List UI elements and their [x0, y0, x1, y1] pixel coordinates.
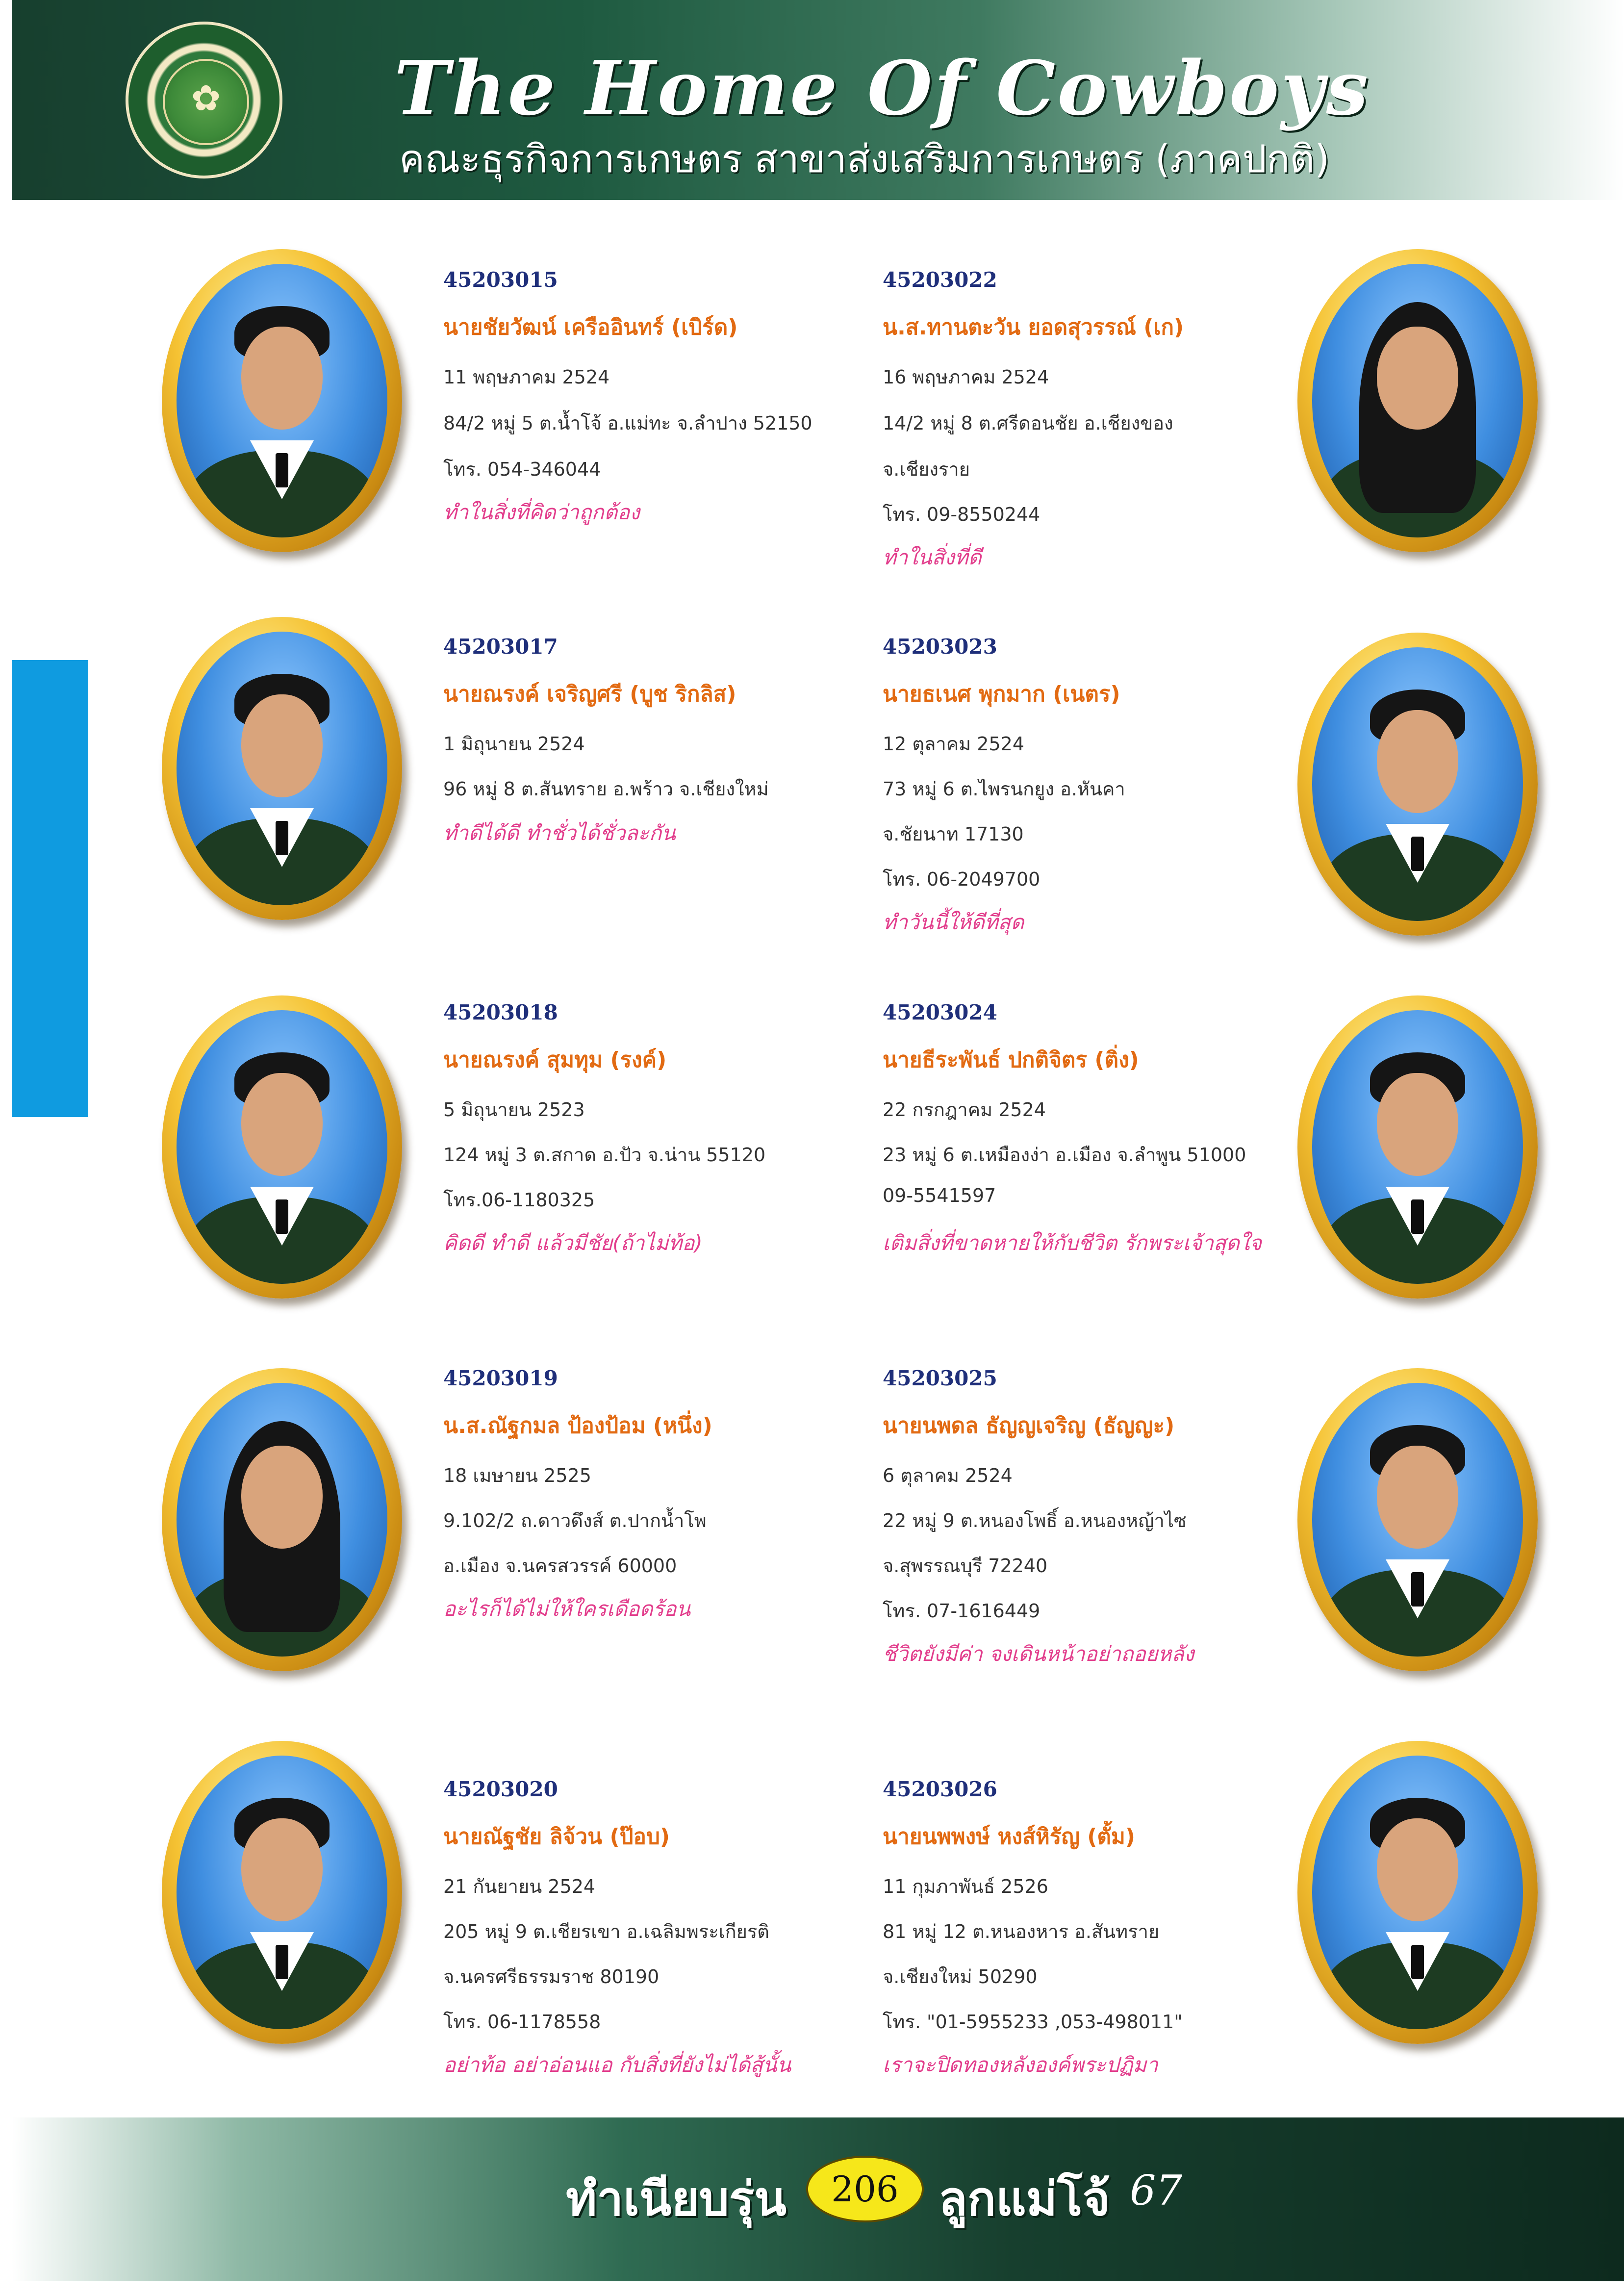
student-address: 14/2 หมู่ 8 ต.ศรีดอนชัย อ.เชียงของ	[883, 412, 1173, 434]
student-address-city: จ.สุพรรณบุรี 72240	[883, 1555, 1048, 1577]
student-name: นายธเนศ พุกมาก (เนตร)	[883, 682, 1120, 707]
student-photo	[1312, 1756, 1523, 2029]
page-footer	[12, 2117, 1624, 2281]
student-photo-frame	[162, 617, 402, 920]
student-birthdate: 6 ตุลาคม 2524	[883, 1465, 1013, 1486]
student-id: 45203025	[883, 1366, 997, 1390]
side-accent-bar	[12, 660, 88, 1117]
student-name: นายชัยวัฒน์ เครืออินทร์ (เบิร์ด)	[443, 315, 738, 340]
student-photo-frame	[1297, 633, 1538, 936]
student-id: 45203019	[443, 1366, 558, 1390]
maejo-university-seal-icon: ✿	[126, 22, 282, 178]
student-birthdate: 1 มิถุนายน 2524	[443, 733, 585, 755]
student-id: 45203017	[443, 635, 558, 659]
student-id: 45203026	[883, 1777, 997, 1801]
student-address: 23 หมู่ 6 ต.เหมืองง่า อ.เมือง จ.ลำพูน 51000	[883, 1144, 1246, 1166]
student-photo-frame	[1297, 995, 1538, 1299]
student-name: นายนพดล ธัญญเจริญ (ธัญญะ)	[883, 1413, 1175, 1438]
student-phone: โทร.06-1180325	[443, 1189, 595, 1211]
page-subtitle: คณะธุรกิจการเกษตร สาขาส่งเสริมการเกษตร (ภาคปกติ)	[399, 137, 1330, 181]
student-phone: โทร. "01-5955233 ,053-498011"	[883, 2011, 1183, 2033]
student-address: 205 หมู่ 9 ต.เชียรเขา อ.เฉลิมพระเกียรติ	[443, 1921, 769, 1942]
student-photo	[177, 1756, 387, 2029]
student-id: 45203018	[443, 1000, 558, 1024]
student-name: นายณรงค์ สุมทุม (รงค์)	[443, 1047, 667, 1072]
student-name: น.ส.ทานตะวัน ยอดสุวรรณ์ (เก)	[883, 315, 1184, 340]
student-address: 81 หมู่ 12 ต.หนองหาร อ.สันทราย	[883, 1921, 1160, 1942]
student-address: 9.102/2 ถ.ดาวดึงส์ ต.ปากน้ำโพ	[443, 1510, 707, 1531]
student-photo	[177, 1383, 387, 1657]
student-photo	[1312, 264, 1523, 537]
student-photo-frame	[162, 249, 402, 552]
student-name: นายณัฐชัย ลิจ้วน (ป๊อบ)	[443, 1824, 670, 1849]
student-phone: โทร. 06-1178558	[443, 2011, 601, 2033]
student-birthdate: 16 พฤษภาคม 2524	[883, 366, 1049, 388]
student-address-city: จ.เชียงราย	[883, 459, 970, 480]
student-address: 73 หมู่ 6 ต.ไพรนกยูง อ.หันคา	[883, 778, 1125, 800]
student-birthdate: 11 กุมภาพันธ์ 2526	[883, 1876, 1048, 1897]
student-name: น.ส.ณัฐกมล ป้องป้อม (หนึ่ง)	[443, 1413, 712, 1438]
footer-generation-number: 67	[1130, 2167, 1182, 2215]
student-photo	[177, 632, 387, 905]
student-phone: โทร. 06-2049700	[883, 868, 1040, 890]
student-photo	[1312, 647, 1523, 921]
student-birthdate: 5 มิถุนายน 2523	[443, 1099, 585, 1121]
student-name: นายธีระพันธ์ ปกติจิตร (ติ่ง)	[883, 1047, 1139, 1072]
footer-yearbook-title: ทำเนียบรุ่น	[566, 2171, 787, 2226]
student-motto: เติมสิ่งที่ขาดหายให้กับชีวิต รักพระเจ้าสุดใจ	[883, 1231, 1262, 1255]
student-id: 45203015	[443, 268, 558, 292]
student-motto: เราจะปิดทองหลังองค์พระปฏิมา	[883, 2053, 1158, 2077]
student-id: 45203022	[883, 268, 997, 292]
student-address-city: จ.ชัยนาท 17130	[883, 823, 1024, 845]
student-phone: โทร. 07-1616449	[883, 1600, 1040, 1622]
student-photo	[1312, 1383, 1523, 1657]
student-birthdate: 21 กันยายน 2524	[443, 1876, 596, 1897]
student-motto: ทำวันนี้ให้ดีที่สุด	[883, 910, 1024, 934]
student-id: 45203020	[443, 1777, 558, 1801]
student-phone: 09-5541597	[883, 1185, 996, 1206]
student-photo-frame	[162, 1368, 402, 1671]
student-photo-frame	[162, 1741, 402, 2044]
student-address: 22 หมู่ 9 ต.หนองโพธิ์ อ.หนองหญ้าไซ	[883, 1510, 1187, 1531]
student-phone: โทร. 054-346044	[443, 459, 601, 480]
student-photo-frame	[162, 995, 402, 1299]
page-header	[12, 0, 1624, 200]
student-name: นายณรงค์ เจริญศรี (บูช ริกลิส)	[443, 682, 736, 707]
student-photo	[177, 1010, 387, 1284]
student-motto: ชีวิตยังมีค่า จงเดินหน้าอย่าถอยหลัง	[883, 1642, 1194, 1666]
student-photo-frame	[1297, 1741, 1538, 2044]
student-address-city: จ.นครศรีธรรมราช 80190	[443, 1966, 660, 1988]
student-motto: อะไรก็ได้ไม่ให้ใครเดือดร้อน	[443, 1597, 691, 1621]
student-photo	[177, 264, 387, 537]
student-photo-frame	[1297, 249, 1538, 552]
student-photo-frame	[1297, 1368, 1538, 1671]
footer-generation-label: ลูกแม่โจ้	[939, 2171, 1110, 2226]
student-birthdate: 22 กรกฎาคม 2524	[883, 1099, 1046, 1121]
student-address-city: อ.เมือง จ.นครสวรรค์ 60000	[443, 1555, 677, 1577]
student-address: 96 หมู่ 8 ต.สันทราย อ.พร้าว จ.เชียงใหม่	[443, 778, 769, 800]
student-name: นายนพพงษ์ หงส์หิรัญ (ตั้ม)	[883, 1824, 1136, 1849]
student-motto: อย่าท้อ อย่าอ่อนแอ กับสิ่งที่ยังไม่ได้สู้นั้น	[443, 2053, 791, 2077]
student-id: 45203024	[883, 1000, 997, 1024]
page-title: The Home Of Cowboys	[394, 44, 1370, 132]
student-phone: โทร. 09-8550244	[883, 504, 1040, 525]
student-photo	[1312, 1010, 1523, 1284]
student-address: 84/2 หมู่ 5 ต.น้ำโจ้ อ.แม่ทะ จ.ลำปาง 52150	[443, 412, 812, 434]
student-motto: ทำในสิ่งที่คิดว่าถูกต้อง	[443, 500, 640, 524]
student-address-city: จ.เชียงใหม่ 50290	[883, 1966, 1038, 1988]
student-id: 45203023	[883, 635, 997, 659]
student-birthdate: 11 พฤษภาคม 2524	[443, 366, 610, 388]
student-birthdate: 18 เมษายน 2525	[443, 1465, 591, 1486]
student-motto: ทำดีได้ดี ทำชั่วได้ชั่วละกัน	[443, 821, 676, 845]
student-address: 124 หมู่ 3 ต.สกาด อ.ปัว จ.น่าน 55120	[443, 1144, 766, 1166]
student-motto: ทำในสิ่งที่ดี	[883, 545, 982, 569]
page-number-badge: 206	[806, 2156, 924, 2222]
student-birthdate: 12 ตุลาคม 2524	[883, 733, 1024, 755]
student-motto: คิดดี ทำดี แล้วมีชัย(ถ้าไม่ท้อ)	[443, 1231, 703, 1255]
